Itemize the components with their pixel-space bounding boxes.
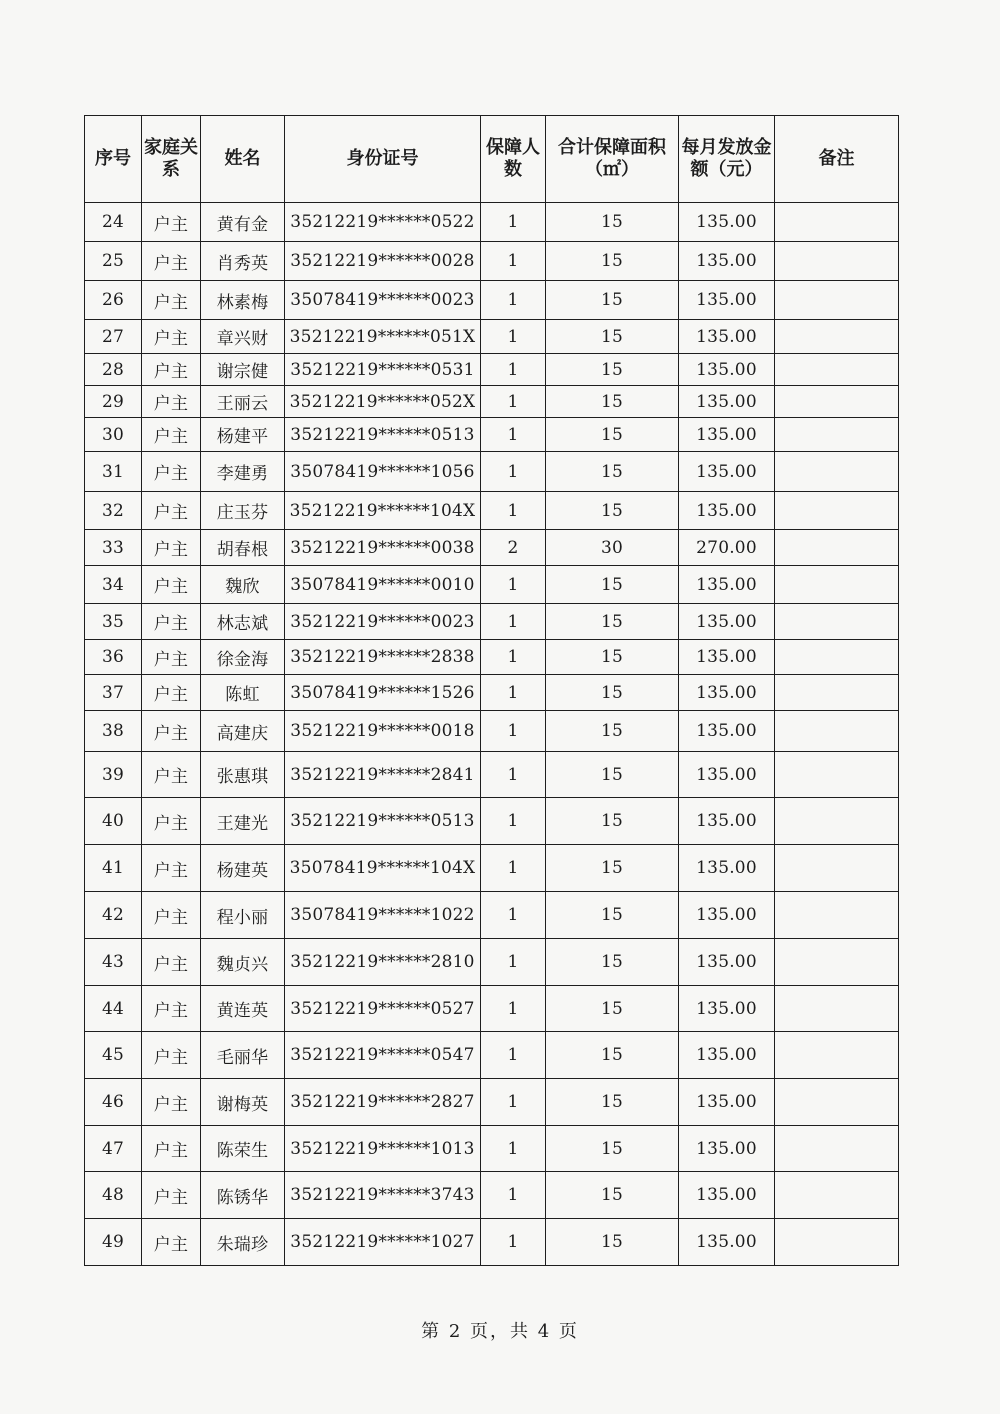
- cell-seq: 34: [85, 566, 142, 604]
- cell-id-number: 35212219******0023: [285, 604, 481, 640]
- cell-amount: 135.00: [679, 939, 775, 986]
- cell-seq: 48: [85, 1172, 142, 1219]
- table-row: [85, 418, 899, 452]
- cell-remark: [775, 1079, 899, 1126]
- cell-persons: 1: [481, 1032, 546, 1079]
- cell-remark: [775, 604, 899, 640]
- table-row: [85, 798, 899, 845]
- cell-amount: 135.00: [679, 711, 775, 752]
- table-row: [85, 939, 899, 986]
- cell-persons: 1: [481, 1219, 546, 1266]
- cell-persons: 1: [481, 281, 546, 320]
- cell-id-number: 35212219******052X: [285, 386, 481, 418]
- cell-remark: [775, 1126, 899, 1172]
- cell-name: 谢梅英: [201, 1079, 285, 1126]
- cell-relation: 户主: [142, 386, 201, 418]
- cell-name: 李建勇: [201, 452, 285, 492]
- cell-persons: 1: [481, 452, 546, 492]
- cell-name: 杨建英: [201, 845, 285, 892]
- cell-area: 15: [546, 281, 679, 320]
- cell-persons: 1: [481, 320, 546, 354]
- cell-name: 林素梅: [201, 281, 285, 320]
- cell-amount: 135.00: [679, 492, 775, 530]
- cell-area: 15: [546, 452, 679, 492]
- cell-amount: 135.00: [679, 281, 775, 320]
- cell-seq: 43: [85, 939, 142, 986]
- cell-id-number: 35212219******2827: [285, 1079, 481, 1126]
- cell-remark: [775, 492, 899, 530]
- cell-amount: 135.00: [679, 752, 775, 798]
- cell-persons: 1: [481, 798, 546, 845]
- cell-id-number: 35212219******1027: [285, 1219, 481, 1266]
- table-row: [85, 604, 899, 640]
- cell-relation: 户主: [142, 452, 201, 492]
- cell-persons: 2: [481, 530, 546, 566]
- cell-remark: [775, 640, 899, 675]
- cell-relation: 户主: [142, 242, 201, 281]
- cell-relation: 户主: [142, 675, 201, 711]
- table-row: [85, 530, 899, 566]
- cell-area: 30: [546, 530, 679, 566]
- cell-name: 张惠琪: [201, 752, 285, 798]
- table-row: [85, 1172, 899, 1219]
- cell-relation: 户主: [142, 320, 201, 354]
- header-seq: 序号: [85, 116, 142, 203]
- cell-seq: 26: [85, 281, 142, 320]
- cell-persons: 1: [481, 604, 546, 640]
- cell-amount: 135.00: [679, 418, 775, 452]
- cell-persons: 1: [481, 418, 546, 452]
- cell-relation: 户主: [142, 1219, 201, 1266]
- cell-seq: 27: [85, 320, 142, 354]
- cell-remark: [775, 675, 899, 711]
- cell-area: 15: [546, 242, 679, 281]
- cell-area: 15: [546, 892, 679, 939]
- table-row: [85, 711, 899, 752]
- cell-id-number: 35212219******2838: [285, 640, 481, 675]
- cell-relation: 户主: [142, 752, 201, 798]
- cell-relation: 户主: [142, 604, 201, 640]
- header-area: 合计保障面积（㎡）: [546, 116, 679, 203]
- cell-name: 陈荣生: [201, 1126, 285, 1172]
- cell-name: 庄玉芬: [201, 492, 285, 530]
- cell-name: 徐金海: [201, 640, 285, 675]
- cell-persons: 1: [481, 566, 546, 604]
- cell-id-number: 35212219******0513: [285, 798, 481, 845]
- cell-id-number: 35212219******0547: [285, 1032, 481, 1079]
- cell-name: 魏欣: [201, 566, 285, 604]
- cell-area: 15: [546, 604, 679, 640]
- cell-persons: 1: [481, 640, 546, 675]
- cell-area: 15: [546, 203, 679, 242]
- cell-relation: 户主: [142, 203, 201, 242]
- cell-area: 15: [546, 640, 679, 675]
- cell-relation: 户主: [142, 1172, 201, 1219]
- header-id-number: 身份证号: [285, 116, 481, 203]
- cell-remark: [775, 320, 899, 354]
- cell-persons: 1: [481, 386, 546, 418]
- table-row: [85, 492, 899, 530]
- cell-seq: 42: [85, 892, 142, 939]
- cell-remark: [775, 354, 899, 386]
- cell-amount: 135.00: [679, 1079, 775, 1126]
- header-persons: 保障人数: [481, 116, 546, 203]
- cell-name: 魏贞兴: [201, 939, 285, 986]
- cell-remark: [775, 203, 899, 242]
- cell-name: 黄有金: [201, 203, 285, 242]
- cell-relation: 户主: [142, 354, 201, 386]
- cell-amount: 135.00: [679, 640, 775, 675]
- cell-seq: 41: [85, 845, 142, 892]
- cell-amount: 135.00: [679, 1172, 775, 1219]
- cell-seq: 24: [85, 203, 142, 242]
- cell-persons: 1: [481, 354, 546, 386]
- table-row: [85, 281, 899, 320]
- cell-name: 陈虹: [201, 675, 285, 711]
- cell-amount: 135.00: [679, 1219, 775, 1266]
- cell-seq: 37: [85, 675, 142, 711]
- cell-area: 15: [546, 1032, 679, 1079]
- table-row: [85, 675, 899, 711]
- cell-amount: 135.00: [679, 354, 775, 386]
- table-row: [85, 845, 899, 892]
- cell-seq: 39: [85, 752, 142, 798]
- cell-id-number: 35212219******2810: [285, 939, 481, 986]
- cell-id-number: 35078419******1056: [285, 452, 481, 492]
- table-row: [85, 752, 899, 798]
- cell-id-number: 35212219******0018: [285, 711, 481, 752]
- cell-area: 15: [546, 320, 679, 354]
- table-row: [85, 320, 899, 354]
- cell-id-number: 35212219******0513: [285, 418, 481, 452]
- cell-remark: [775, 452, 899, 492]
- header-relation: 家庭关系: [142, 116, 201, 203]
- cell-area: 15: [546, 845, 679, 892]
- cell-name: 黄连英: [201, 986, 285, 1032]
- table-row: [85, 1126, 899, 1172]
- cell-amount: 135.00: [679, 566, 775, 604]
- cell-remark: [775, 939, 899, 986]
- cell-area: 15: [546, 1172, 679, 1219]
- cell-amount: 135.00: [679, 1032, 775, 1079]
- cell-persons: 1: [481, 492, 546, 530]
- cell-seq: 31: [85, 452, 142, 492]
- cell-remark: [775, 1032, 899, 1079]
- cell-name: 王丽云: [201, 386, 285, 418]
- cell-id-number: 35078419******1022: [285, 892, 481, 939]
- cell-id-number: 35212219******104X: [285, 492, 481, 530]
- cell-area: 15: [546, 1126, 679, 1172]
- cell-name: 林志斌: [201, 604, 285, 640]
- cell-relation: 户主: [142, 1032, 201, 1079]
- cell-remark: [775, 892, 899, 939]
- header-name: 姓名: [201, 116, 285, 203]
- cell-seq: 33: [85, 530, 142, 566]
- cell-seq: 32: [85, 492, 142, 530]
- cell-relation: 户主: [142, 418, 201, 452]
- cell-id-number: 35212219******0038: [285, 530, 481, 566]
- cell-persons: 1: [481, 892, 546, 939]
- cell-seq: 47: [85, 1126, 142, 1172]
- cell-area: 15: [546, 418, 679, 452]
- cell-persons: 1: [481, 752, 546, 798]
- table-header-row: [85, 116, 899, 203]
- cell-name: 谢宗健: [201, 354, 285, 386]
- cell-seq: 45: [85, 1032, 142, 1079]
- cell-name: 肖秀英: [201, 242, 285, 281]
- cell-id-number: 35212219******0028: [285, 242, 481, 281]
- table-row: [85, 640, 899, 675]
- cell-seq: 46: [85, 1079, 142, 1126]
- cell-name: 王建光: [201, 798, 285, 845]
- table-row: [85, 566, 899, 604]
- cell-relation: 户主: [142, 939, 201, 986]
- cell-remark: [775, 242, 899, 281]
- cell-remark: [775, 798, 899, 845]
- table-row: [85, 1079, 899, 1126]
- cell-name: 胡春根: [201, 530, 285, 566]
- header-remarks: 备注: [775, 116, 899, 203]
- cell-id-number: 35078419******0023: [285, 281, 481, 320]
- cell-name: 陈锈华: [201, 1172, 285, 1219]
- cell-name: 高建庆: [201, 711, 285, 752]
- cell-remark: [775, 530, 899, 566]
- cell-persons: 1: [481, 986, 546, 1032]
- cell-area: 15: [546, 1219, 679, 1266]
- cell-seq: 40: [85, 798, 142, 845]
- cell-persons: 1: [481, 1126, 546, 1172]
- cell-area: 15: [546, 566, 679, 604]
- cell-remark: [775, 986, 899, 1032]
- cell-relation: 户主: [142, 530, 201, 566]
- cell-area: 15: [546, 711, 679, 752]
- table-row: [85, 892, 899, 939]
- cell-id-number: 35078419******104X: [285, 845, 481, 892]
- cell-id-number: 35212219******0527: [285, 986, 481, 1032]
- cell-id-number: 35212219******3743: [285, 1172, 481, 1219]
- cell-relation: 户主: [142, 892, 201, 939]
- cell-name: 毛丽华: [201, 1032, 285, 1079]
- cell-seq: 44: [85, 986, 142, 1032]
- cell-area: 15: [546, 798, 679, 845]
- table-row: [85, 1219, 899, 1266]
- cell-area: 15: [546, 986, 679, 1032]
- cell-area: 15: [546, 752, 679, 798]
- cell-seq: 49: [85, 1219, 142, 1266]
- cell-remark: [775, 845, 899, 892]
- cell-persons: 1: [481, 1079, 546, 1126]
- cell-area: 15: [546, 386, 679, 418]
- cell-area: 15: [546, 1079, 679, 1126]
- cell-amount: 135.00: [679, 203, 775, 242]
- cell-name: 章兴财: [201, 320, 285, 354]
- cell-id-number: 35212219******1013: [285, 1126, 481, 1172]
- cell-relation: 户主: [142, 281, 201, 320]
- cell-relation: 户主: [142, 711, 201, 752]
- cell-remark: [775, 281, 899, 320]
- cell-remark: [775, 1172, 899, 1219]
- cell-persons: 1: [481, 939, 546, 986]
- cell-id-number: 35212219******051X: [285, 320, 481, 354]
- cell-amount: 135.00: [679, 798, 775, 845]
- cell-seq: 28: [85, 354, 142, 386]
- table-row: [85, 986, 899, 1032]
- cell-persons: 1: [481, 845, 546, 892]
- cell-area: 15: [546, 675, 679, 711]
- cell-amount: 135.00: [679, 845, 775, 892]
- page-number: 第 2 页，共 4 页: [421, 1321, 579, 1342]
- cell-area: 15: [546, 939, 679, 986]
- cell-amount: 135.00: [679, 242, 775, 281]
- cell-seq: 35: [85, 604, 142, 640]
- cell-name: 程小丽: [201, 892, 285, 939]
- table-row: [85, 1032, 899, 1079]
- cell-persons: 1: [481, 675, 546, 711]
- cell-persons: 1: [481, 711, 546, 752]
- table-row: [85, 386, 899, 418]
- cell-persons: 1: [481, 1172, 546, 1219]
- cell-relation: 户主: [142, 986, 201, 1032]
- cell-relation: 户主: [142, 492, 201, 530]
- cell-seq: 29: [85, 386, 142, 418]
- cell-remark: [775, 752, 899, 798]
- cell-amount: 135.00: [679, 386, 775, 418]
- cell-id-number: 35212219******0522: [285, 203, 481, 242]
- header-amount: 每月发放金额（元）: [679, 116, 775, 203]
- cell-id-number: 35078419******1526: [285, 675, 481, 711]
- cell-remark: [775, 711, 899, 752]
- cell-name: 朱瑞珍: [201, 1219, 285, 1266]
- cell-relation: 户主: [142, 1079, 201, 1126]
- cell-amount: 135.00: [679, 1126, 775, 1172]
- table-body: [85, 203, 899, 1266]
- table-row: [85, 203, 899, 242]
- cell-name: 杨建平: [201, 418, 285, 452]
- subsidy-roster-table: [84, 115, 899, 1266]
- cell-id-number: 35212219******0531: [285, 354, 481, 386]
- cell-id-number: 35078419******0010: [285, 566, 481, 604]
- cell-remark: [775, 566, 899, 604]
- cell-persons: 1: [481, 203, 546, 242]
- cell-relation: 户主: [142, 566, 201, 604]
- cell-remark: [775, 386, 899, 418]
- cell-amount: 270.00: [679, 530, 775, 566]
- cell-relation: 户主: [142, 798, 201, 845]
- table-row: [85, 242, 899, 281]
- cell-persons: 1: [481, 242, 546, 281]
- cell-relation: 户主: [142, 845, 201, 892]
- cell-amount: 135.00: [679, 604, 775, 640]
- cell-amount: 135.00: [679, 320, 775, 354]
- cell-seq: 38: [85, 711, 142, 752]
- cell-amount: 135.00: [679, 986, 775, 1032]
- cell-seq: 36: [85, 640, 142, 675]
- cell-area: 15: [546, 492, 679, 530]
- cell-relation: 户主: [142, 1126, 201, 1172]
- cell-id-number: 35212219******2841: [285, 752, 481, 798]
- cell-seq: 30: [85, 418, 142, 452]
- table-row: [85, 452, 899, 492]
- cell-seq: 25: [85, 242, 142, 281]
- cell-area: 15: [546, 354, 679, 386]
- cell-amount: 135.00: [679, 892, 775, 939]
- cell-remark: [775, 1219, 899, 1266]
- cell-amount: 135.00: [679, 452, 775, 492]
- cell-remark: [775, 418, 899, 452]
- table-row: [85, 354, 899, 386]
- cell-relation: 户主: [142, 640, 201, 675]
- cell-amount: 135.00: [679, 675, 775, 711]
